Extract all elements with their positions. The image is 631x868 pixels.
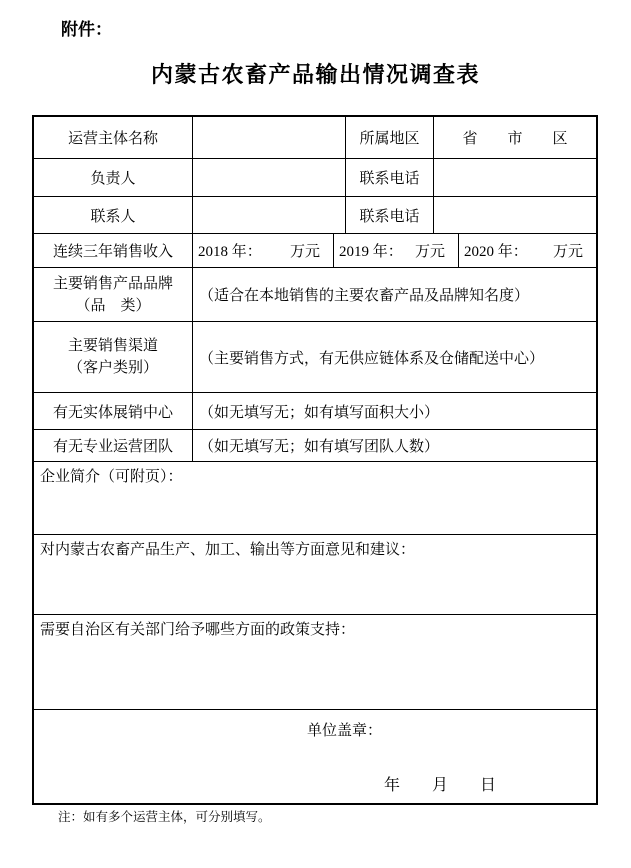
entity-name-input-cell[interactable] — [192, 117, 345, 158]
manager-input-cell[interactable] — [192, 159, 345, 196]
seal-label: 单位盖章： — [307, 723, 383, 739]
revenue-2018-unit-label: 万元 — [289, 244, 320, 260]
table-row-policy — [34, 615, 596, 710]
brand-label-line2: （品 类） — [75, 297, 151, 314]
region-value-cell[interactable]: 省 市 区 — [433, 117, 596, 158]
table-row-brand — [34, 268, 596, 322]
policy-label: 需要自治区有关部门给予哪些方面的政策支持： — [40, 622, 356, 638]
table-row-channel — [34, 322, 596, 393]
revenue-2018-cell[interactable] — [192, 234, 333, 267]
date-label: 年 月 日 — [383, 777, 496, 794]
policy-input-cell[interactable] — [34, 615, 596, 709]
suggestion-input-cell[interactable] — [34, 535, 596, 614]
table-row-profile — [34, 462, 596, 535]
table-row-manager — [34, 159, 596, 197]
table-row-showroom — [34, 393, 596, 430]
suggestion-label: 对内蒙古农畜产品生产、加工、输出等方面意见和建议： — [40, 542, 416, 558]
profile-label: 企业简介（可附页）： — [40, 469, 183, 485]
table-row-team — [34, 430, 596, 462]
revenue-2020-cell[interactable] — [458, 234, 596, 267]
showroom-hint-cell[interactable] — [192, 393, 596, 429]
channel-label — [34, 322, 192, 392]
revenue-label: 连续三年销售收入 — [52, 244, 173, 260]
channel-hint: （主要销售方式，有无供应链体系及仓储配送中心） — [199, 350, 545, 367]
revenue-2019-cell[interactable] — [333, 234, 458, 267]
showroom-label: 有无实体展销中心 — [52, 404, 173, 421]
channel-hint-cell[interactable] — [192, 322, 596, 392]
revenue-2018-year-label: 2018 年： — [198, 244, 262, 260]
contact-label: 联系人 — [90, 208, 136, 225]
table-row-suggestion — [34, 535, 596, 615]
profile-input-cell[interactable] — [34, 462, 596, 534]
manager-phone-label: 联系电话 — [345, 159, 433, 196]
seal-area-cell[interactable] — [34, 710, 596, 803]
table-row-seal — [34, 710, 596, 803]
brand-hint-cell[interactable] — [192, 268, 596, 321]
team-hint-cell[interactable] — [192, 430, 596, 461]
page-title: 内蒙古农畜产品输出情况调查表 — [150, 62, 480, 87]
contact-phone-input-cell[interactable] — [433, 197, 596, 233]
table-row-revenue — [34, 234, 596, 268]
table-row-contact — [34, 197, 596, 234]
brand-label-line1: 主要销售产品品牌 — [52, 275, 173, 292]
showroom-hint: （如无填写无；如有填写面积大小） — [199, 404, 440, 421]
manager-label: 负责人 — [90, 171, 136, 187]
region-label: 所属地区 — [345, 117, 433, 158]
manager-phone-input-cell[interactable] — [433, 159, 596, 196]
contact-input-cell[interactable] — [192, 197, 345, 233]
revenue-2019-year-label: 2019 年： — [339, 244, 403, 260]
revenue-2020-year-label: 2020 年： — [464, 244, 528, 260]
entity-name-label: 运营主体名称 — [67, 131, 158, 147]
revenue-2019-unit-label: 万元 — [414, 244, 445, 260]
brand-label — [34, 268, 192, 321]
brand-hint: （适合在本地销售的主要农畜产品及品牌知名度） — [199, 288, 530, 304]
team-hint: （如无填写无；如有填写团队人数） — [199, 439, 440, 455]
revenue-2020-unit-label: 万元 — [552, 244, 583, 260]
channel-label-line2: （客户类别） — [67, 360, 158, 376]
team-label: 有无专业运营团队 — [52, 439, 173, 455]
footnote: 注：如有多个运营主体，可分别填写。 — [58, 810, 271, 824]
table-row-entity — [34, 117, 596, 159]
survey-form-table — [32, 115, 598, 805]
channel-label-line1: 主要销售渠道 — [67, 338, 158, 354]
contact-phone-label: 联系电话 — [345, 197, 433, 233]
attachment-label: 附件： — [61, 20, 112, 39]
